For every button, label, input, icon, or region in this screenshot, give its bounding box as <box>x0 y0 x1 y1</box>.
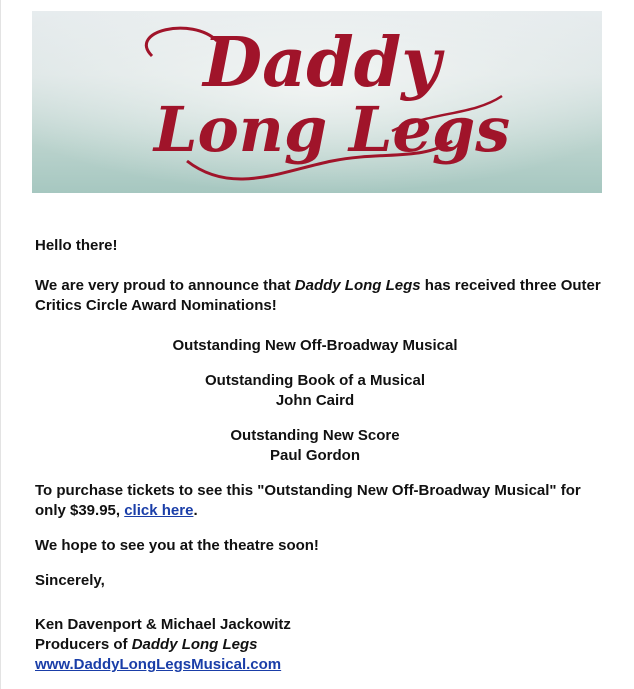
website-link[interactable]: www.DaddyLongLegsMusical.com <box>35 656 282 673</box>
announcement-pre: We are very proud to announce that <box>35 277 295 294</box>
purchase-link[interactable]: click here <box>124 502 194 519</box>
signers: Ken Davenport & Michael Jackowitz <box>35 616 291 633</box>
nomination-category: Outstanding New Off-Broadway Musical <box>172 337 458 354</box>
purchase-paragraph <box>35 481 605 521</box>
nomination-2 <box>35 371 595 411</box>
nomination-nominee: John Caird <box>275 392 355 409</box>
greeting: Hello there! <box>35 237 118 254</box>
nomination-3 <box>35 426 595 466</box>
producers-label: Producers of <box>35 636 132 653</box>
logo-line-2: Long Legs <box>153 93 511 166</box>
show-logo <box>32 11 602 193</box>
producers-show: Daddy Long Legs <box>131 636 258 653</box>
nomination-category: Outstanding Book of a Musical <box>204 372 425 389</box>
signature-block <box>35 615 605 675</box>
show-banner <box>32 11 602 193</box>
nomination-1 <box>35 336 595 356</box>
logo-line-1: Daddy <box>203 23 441 103</box>
nomination-nominee: Paul Gordon <box>270 447 360 464</box>
purchase-period: . <box>193 502 198 519</box>
email-content <box>35 236 605 675</box>
closing-wish: We hope to see you at the theatre soon! <box>35 537 319 554</box>
show-name: Daddy Long Legs <box>294 277 421 294</box>
announcement-post: has received three Outer Critics Circle Award Nominations! <box>35 277 601 314</box>
closing: Sincerely, <box>35 572 105 589</box>
purchase-text: To purchase tickets to see this "Outstanding New Off-Broadway Musical" for only $39.95, <box>35 482 581 519</box>
nomination-category: Outstanding New Score <box>230 427 400 444</box>
announcement <box>35 276 605 316</box>
